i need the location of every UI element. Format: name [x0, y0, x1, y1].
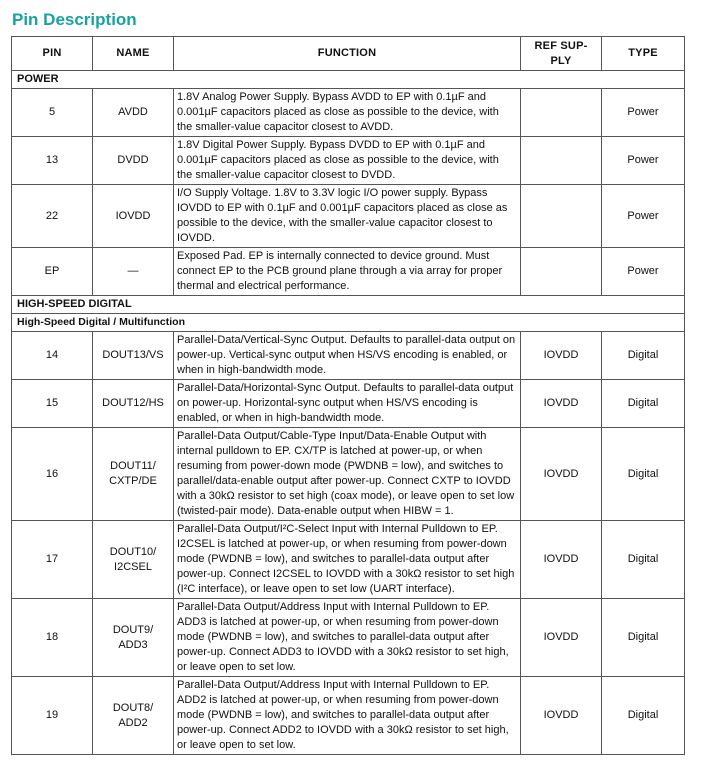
ref-supply-cell: IOVDD: [521, 428, 602, 521]
name-cell: DOUT11/ CXTP/DE: [93, 428, 174, 521]
type-cell: Power: [602, 248, 685, 296]
ref-supply-cell: IOVDD: [521, 677, 602, 755]
type-cell: Power: [602, 137, 685, 185]
ref-supply-cell: IOVDD: [521, 332, 602, 380]
function-cell: Parallel-Data Output/Address Input with Internal Pulldown to EP. ADD3 is latched at power-up, or when resuming from power-down mode (PWDNB = low), and switches to parallel-data output after power-up. Connect ADD3 to IOVDD with a 30kΩ resistor to set high, or leave open to set low.: [174, 599, 521, 677]
column-header-function: FUNCTION: [174, 37, 521, 71]
table-row: [12, 185, 685, 248]
name-cell: DOUT12/HS: [93, 380, 174, 428]
pin-cell: EP: [12, 248, 93, 296]
name-cell: DOUT10/ I2CSEL: [93, 521, 174, 599]
ref-supply-cell: [521, 89, 602, 137]
table-row: [12, 332, 685, 380]
table-header-row: [12, 37, 685, 71]
table-row: [12, 89, 685, 137]
type-cell: Power: [602, 89, 685, 137]
type-cell: Digital: [602, 380, 685, 428]
column-header-name: NAME: [93, 37, 174, 71]
subsection-row: [12, 314, 685, 332]
page-title: Pin Description: [12, 10, 137, 29]
function-cell: Parallel-Data Output/Cable-Type Input/Data-Enable Output with internal pulldown to EP. CX/TP is latched at power-up, or when resuming from power-down mode (PWDNB = low), and switches to parallel/data-enable output after power-up. Connect CXTP to IOVDD with a 30kΩ resistor to set high (coax mode), or leave open to set low (twisted-pair mode). Data-enable output when HIBW = 1.: [174, 428, 521, 521]
type-cell: Digital: [602, 332, 685, 380]
column-header-pin: PIN: [12, 37, 93, 71]
function-cell: 1.8V Analog Power Supply. Bypass AVDD to EP with 0.1µF and 0.001µF capacitors placed as close as possible to the device, with the smaller-value capacitor closest to AVDD.: [174, 89, 521, 137]
function-cell: Parallel-Data Output/I²C-Select Input with Internal Pulldown to EP. I2CSEL is latched at power-up, or when resuming from power-down mode (PWDNB = low), and switches to parallel-data output after power-up. Connect I2CSEL to IOVDD with a 30kΩ resistor to set high (I²C interface), or leave open to set low (UART interface).: [174, 521, 521, 599]
ref-supply-cell: IOVDD: [521, 380, 602, 428]
table-row: [12, 599, 685, 677]
pin-cell: 18: [12, 599, 93, 677]
name-cell: DOUT13/VS: [93, 332, 174, 380]
ref-supply-cell: IOVDD: [521, 599, 602, 677]
pin-cell: 16: [12, 428, 93, 521]
type-cell: Digital: [602, 521, 685, 599]
name-cell: AVDD: [93, 89, 174, 137]
ref-supply-cell: [521, 137, 602, 185]
pin-description-table: [11, 36, 685, 755]
type-cell: Digital: [602, 428, 685, 521]
table-row: [12, 521, 685, 599]
section-row: [12, 296, 685, 314]
function-cell: 1.8V Digital Power Supply. Bypass DVDD to EP with 0.1µF and 0.001µF capacitors placed as close as possible to the device, with the smaller-value capacitor closest to DVDD.: [174, 137, 521, 185]
function-cell: Parallel-Data/Horizontal-Sync Output. Defaults to parallel-data output on power-up. Horizontal-sync output when HS/VS encoding is enabled, or when in high-bandwidth mode.: [174, 380, 521, 428]
type-cell: Digital: [602, 677, 685, 755]
column-header-type: TYPE: [602, 37, 685, 71]
ref-supply-cell: IOVDD: [521, 521, 602, 599]
pin-cell: 5: [12, 89, 93, 137]
name-cell: IOVDD: [93, 185, 174, 248]
ref-supply-cell: [521, 185, 602, 248]
type-cell: Digital: [602, 599, 685, 677]
function-cell: Exposed Pad. EP is internally connected to device ground. Must connect EP to the PCB ground plane through a via array for proper thermal and electrical performance.: [174, 248, 521, 296]
function-cell: I/O Supply Voltage. 1.8V to 3.3V logic I/O power supply. Bypass IOVDD to EP with 0.1µF and 0.001µF capacitors placed as close as possible to the device, with the smaller-value capacitor closest to IOVDD.: [174, 185, 521, 248]
section-label-power: POWER: [12, 71, 685, 89]
column-header-ref-supply: REF SUP- PLY: [521, 37, 602, 71]
subsection-label: High-Speed Digital / Multifunction: [12, 314, 685, 332]
pin-cell: 15: [12, 380, 93, 428]
table-row: [12, 677, 685, 755]
name-cell: DOUT9/ ADD3: [93, 599, 174, 677]
pin-cell: 13: [12, 137, 93, 185]
ref-supply-cell: [521, 248, 602, 296]
section-row: [12, 71, 685, 89]
name-cell: —: [93, 248, 174, 296]
name-cell: DOUT8/ ADD2: [93, 677, 174, 755]
name-cell: DVDD: [93, 137, 174, 185]
table-row: [12, 137, 685, 185]
function-cell: Parallel-Data/Vertical-Sync Output. Defaults to parallel-data output on power-up. Vertical-sync output when HS/VS encoding is enabled, or when in high-bandwidth mode.: [174, 332, 521, 380]
pin-cell: 17: [12, 521, 93, 599]
table-row: [12, 248, 685, 296]
pin-cell: 14: [12, 332, 93, 380]
pin-cell: 19: [12, 677, 93, 755]
type-cell: Power: [602, 185, 685, 248]
pin-cell: 22: [12, 185, 93, 248]
table-row: [12, 380, 685, 428]
section-label-high-speed-digital: HIGH-SPEED DIGITAL: [12, 296, 685, 314]
function-cell: Parallel-Data Output/Address Input with Internal Pulldown to EP. ADD2 is latched at power-up, or when resuming from power-down mode (PWDNB = low), and switches to parallel-data output after power-up. Connect ADD2 to IOVDD with a 30kΩ resistor to set high, or leave open to set low.: [174, 677, 521, 755]
table-row: [12, 428, 685, 521]
